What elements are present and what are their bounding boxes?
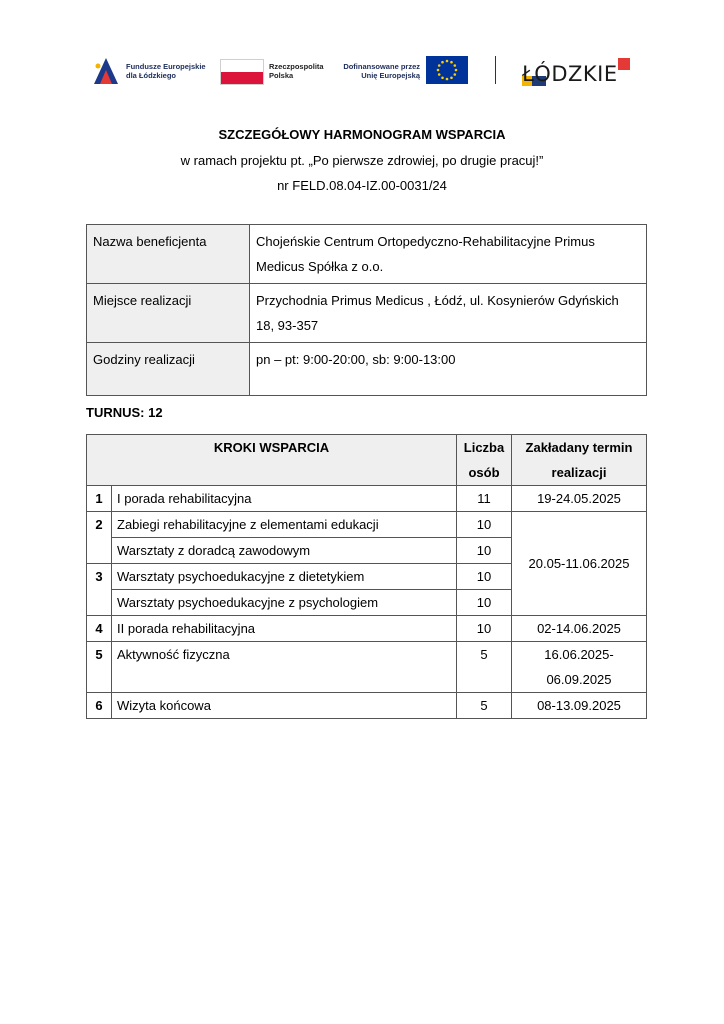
fundusze-europejskie-logo [90,54,120,88]
table-row [87,225,647,284]
step-term: 02-14.06.2025 [512,616,647,642]
step-count: 10 [457,512,512,538]
step-count: 5 [457,642,512,693]
table-row [87,616,647,642]
beneficiary-info-table [86,224,647,396]
step-count: 10 [457,616,512,642]
step-count: 11 [457,486,512,512]
header-term: Zakładany termin realizacji [512,435,647,486]
info-label: Godziny realizacji [87,343,250,396]
info-value: Przychodnia Primus Medicus , Łódź, ul. Kosynierów Gdyńskich 18, 93-357 [250,284,647,343]
step-number: 6 [87,693,112,719]
info-label: Miejsce realizacji [87,284,250,343]
step-term: 16.06.2025- 06.09.2025 [512,642,647,693]
step-number: 2 [87,512,112,564]
header-steps: KROKI WSPARCIA [87,435,457,486]
table-row [87,486,647,512]
step-term: 08-13.09.2025 [512,693,647,719]
step-number: 4 [87,616,112,642]
info-label: Nazwa beneficjenta [87,225,250,284]
step-number: 5 [87,642,112,693]
step-name: Warsztaty psychoedukacyjne z dietetykiem [112,564,457,590]
step-number: 1 [87,486,112,512]
step-name: Warsztaty z doradcą zawodowym [112,538,457,564]
logo-strip [90,50,635,92]
eu-flag-icon [426,56,468,84]
step-name: Zabiegi rehabilitacyjne z elementami edukacji [112,512,457,538]
step-count: 10 [457,564,512,590]
table-row [87,343,647,396]
eu-cofinanced-text: Dofinansowane przez Unię Europejską [343,62,420,80]
step-term: 20.05-11.06.2025 [512,512,647,616]
table-row [87,693,647,719]
step-number: 3 [87,564,112,616]
turnus-label: TURNUS: 12 [86,405,163,420]
step-count: 5 [457,693,512,719]
lodzkie-logo: ŁÓDZKIE [522,58,628,86]
table-row [87,284,647,343]
step-term: 19-24.05.2025 [512,486,647,512]
step-count: 10 [457,538,512,564]
table-row [87,642,647,693]
rzeczpospolita-text: Rzeczpospolita Polska [269,62,324,80]
project-subtitle: w ramach projektu pt. „Po pierwsze zdrowiej, po drugie pracuj!” [180,153,544,168]
step-name: II porada rehabilitacyjna [112,616,457,642]
support-steps-table [86,434,647,719]
header-count: Liczba osób [457,435,512,486]
fundusze-europejskie-text: Fundusze Europejskie dla Łódzkiego [126,62,206,80]
step-name: Wizyta końcowa [112,693,457,719]
table-row [87,512,647,538]
table-header-row [87,435,647,486]
info-value: Chojeńskie Centrum Ortopedyczno-Rehabilitacyjne Primus Medicus Spółka z o.o. [250,225,647,284]
step-count: 10 [457,590,512,616]
step-name: Warsztaty psychoedukacyjne z psychologiem [112,590,457,616]
logo-divider [495,56,496,84]
info-value: pn – pt: 9:00-20:00, sb: 9:00-13:00 [250,343,647,396]
step-name: Aktywność fizyczna [112,642,457,693]
polish-flag-icon [220,59,264,85]
project-number: nr FELD.08.04-IZ.00-0031/24 [277,178,447,193]
step-name: I porada rehabilitacyjna [112,486,457,512]
document-title: SZCZEGÓŁOWY HARMONOGRAM WSPARCIA [218,127,506,142]
